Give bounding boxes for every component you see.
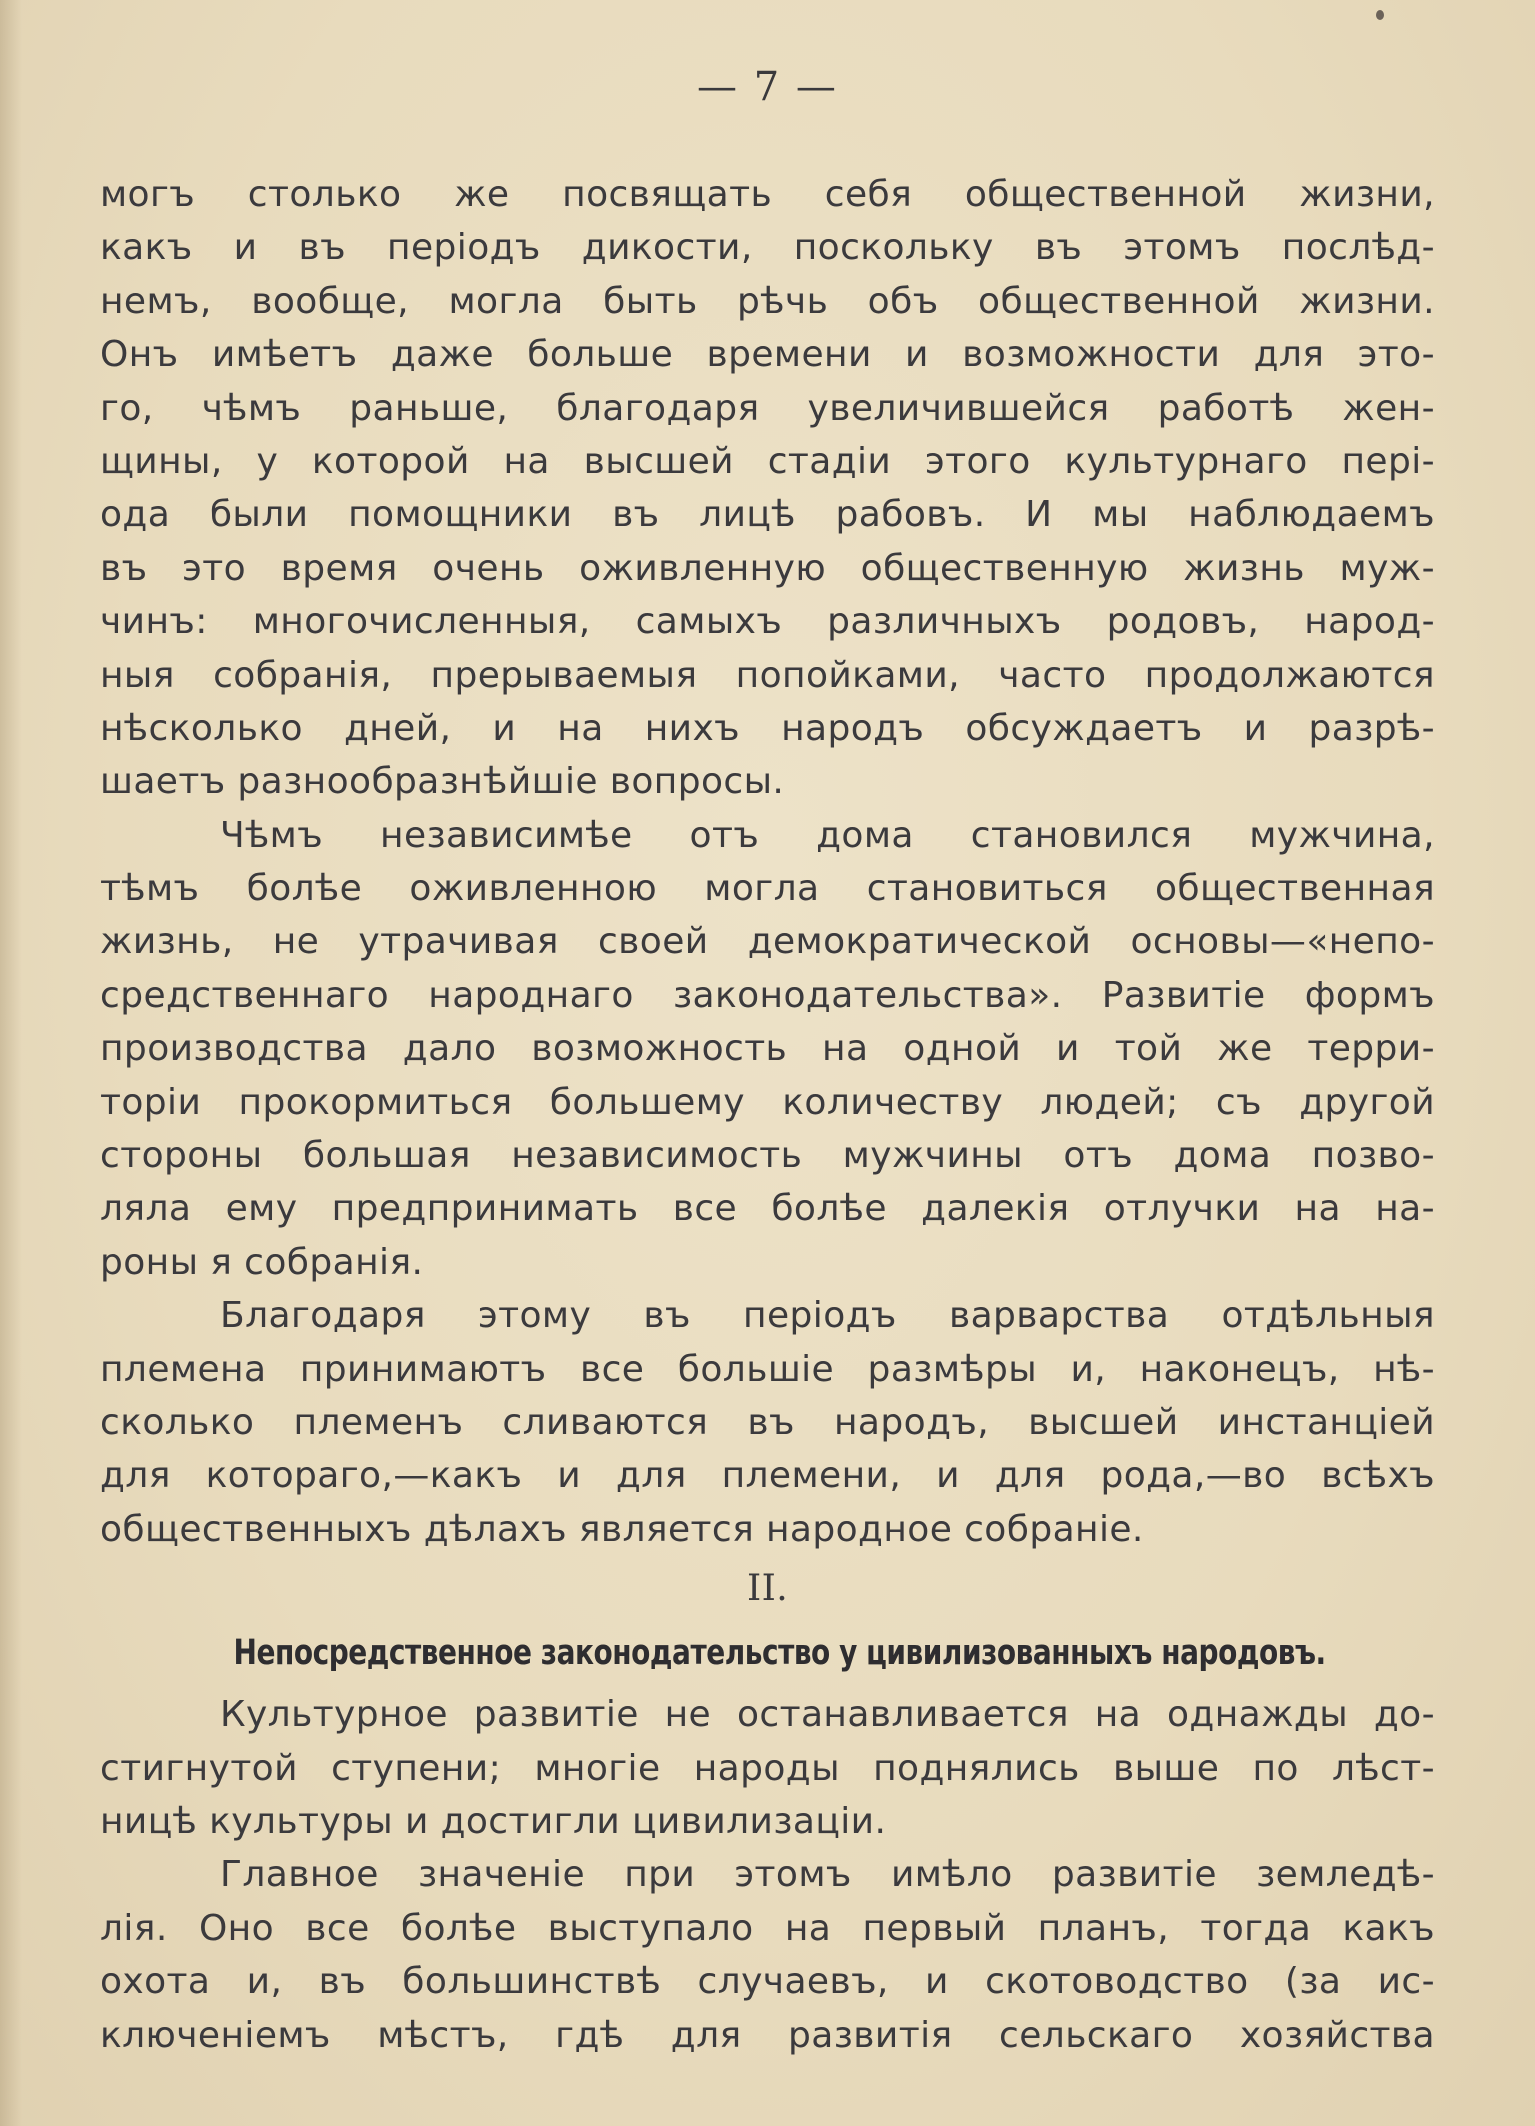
page-spine-shadow	[0, 0, 22, 2126]
text-line: щины, у которой на высшей стадіи этого культурнаго пері-	[100, 440, 1435, 482]
text-line: нѣсколько дней, и на нихъ народъ обсуждаетъ и разрѣ-	[100, 707, 1435, 749]
text-line: средственнаго народнаго законодательства». Развитіе формъ	[100, 974, 1435, 1016]
text-line: го, чѣмъ раньше, благодаря увеличившейся работѣ жен-	[100, 387, 1435, 429]
text-line: Онъ имѣетъ даже больше времени и возможности для это-	[100, 334, 1435, 376]
text-line: тѣмъ болѣе оживленною могла становиться общественная	[100, 868, 1435, 910]
text-line: Чѣмъ независимѣе отъ дома становился мужчина,	[220, 814, 1435, 856]
text-line: жизнь, не утрачивая своей демократической основы—«непо-	[100, 921, 1435, 963]
paragraph	[100, 809, 1435, 1290]
text-line: для котораго,—какъ и для племени, и для рода,—во всѣхъ	[100, 1455, 1435, 1497]
section-title: Непосредственное законодательство у цивилизованныхъ народовъ.	[233, 1633, 1326, 1674]
text-line: въ это время очень оживленную общественную жизнь муж-	[100, 547, 1435, 589]
text-line: охота и, въ большинствѣ случаевъ, и скотоводство (за ис-	[100, 1961, 1435, 2003]
text-line: ляла ему предпринимать все болѣе далекія отлучки на на-	[100, 1188, 1435, 1230]
text-line: шаетъ разнообразнѣйшіе вопросы.	[100, 761, 785, 803]
text-line: Культурное развитіе не останавливается на однажды до-	[220, 1694, 1435, 1736]
text-line: чинъ: многочисленныя, самыхъ различныхъ родовъ, народ-	[100, 601, 1435, 643]
paragraph	[100, 1848, 1435, 2062]
text-line: ницѣ культуры и достигли цивилизаціи.	[100, 1800, 887, 1842]
text-line: немъ, вообще, могла быть рѣчь объ общественной жизни.	[100, 280, 1435, 322]
text-line: ода были помощники въ лицѣ рабовъ. И мы наблюдаемъ	[100, 494, 1435, 536]
text-line: какъ и въ періодъ дикости, поскольку въ этомъ послѣд-	[100, 227, 1435, 269]
text-line: стороны большая независимость мужчины отъ дома позво-	[100, 1135, 1435, 1177]
paragraph	[100, 1688, 1435, 1848]
text-line: производства дало возможность на одной и той же терри-	[100, 1028, 1435, 1070]
text-line: Благодаря этому въ періодъ варварства отдѣльныя	[220, 1295, 1435, 1337]
text-line: сколько племенъ сливаются въ народъ, высшей инстанціей	[100, 1401, 1435, 1443]
paragraph	[100, 1289, 1435, 1556]
text-line: торіи прокормиться большему количеству людей; съ другой	[100, 1081, 1435, 1123]
text-line: роны я собранія.	[100, 1241, 424, 1283]
section-number: II.	[746, 1568, 789, 1610]
text-line: Главное значеніе при этомъ имѣло развитіе земледѣ-	[220, 1854, 1435, 1896]
paragraph	[100, 168, 1435, 809]
page-number: — 7 —	[697, 64, 838, 110]
text-line: лія. Оно все болѣе выступало на первый планъ, тогда какъ	[100, 1907, 1435, 1949]
text-line: стигнутой ступени; многіе народы поднялись выше по лѣст-	[100, 1747, 1435, 1789]
body-text	[100, 168, 1435, 2062]
text-line: общественныхъ дѣлахъ является народное собраніе.	[100, 1508, 1144, 1550]
ink-speck	[1376, 10, 1384, 20]
text-line: могъ столько же посвящать себя общественной жизни,	[100, 174, 1435, 215]
text-line: ключеніемъ мѣстъ, гдѣ для развитія сельскаго хозяйства	[100, 2014, 1435, 2056]
text-line: племена принимаютъ все большіе размѣры и, наконецъ, нѣ-	[100, 1348, 1435, 1390]
text-line: ныя собранія, прерываемыя попойками, часто продолжаются	[100, 654, 1435, 696]
